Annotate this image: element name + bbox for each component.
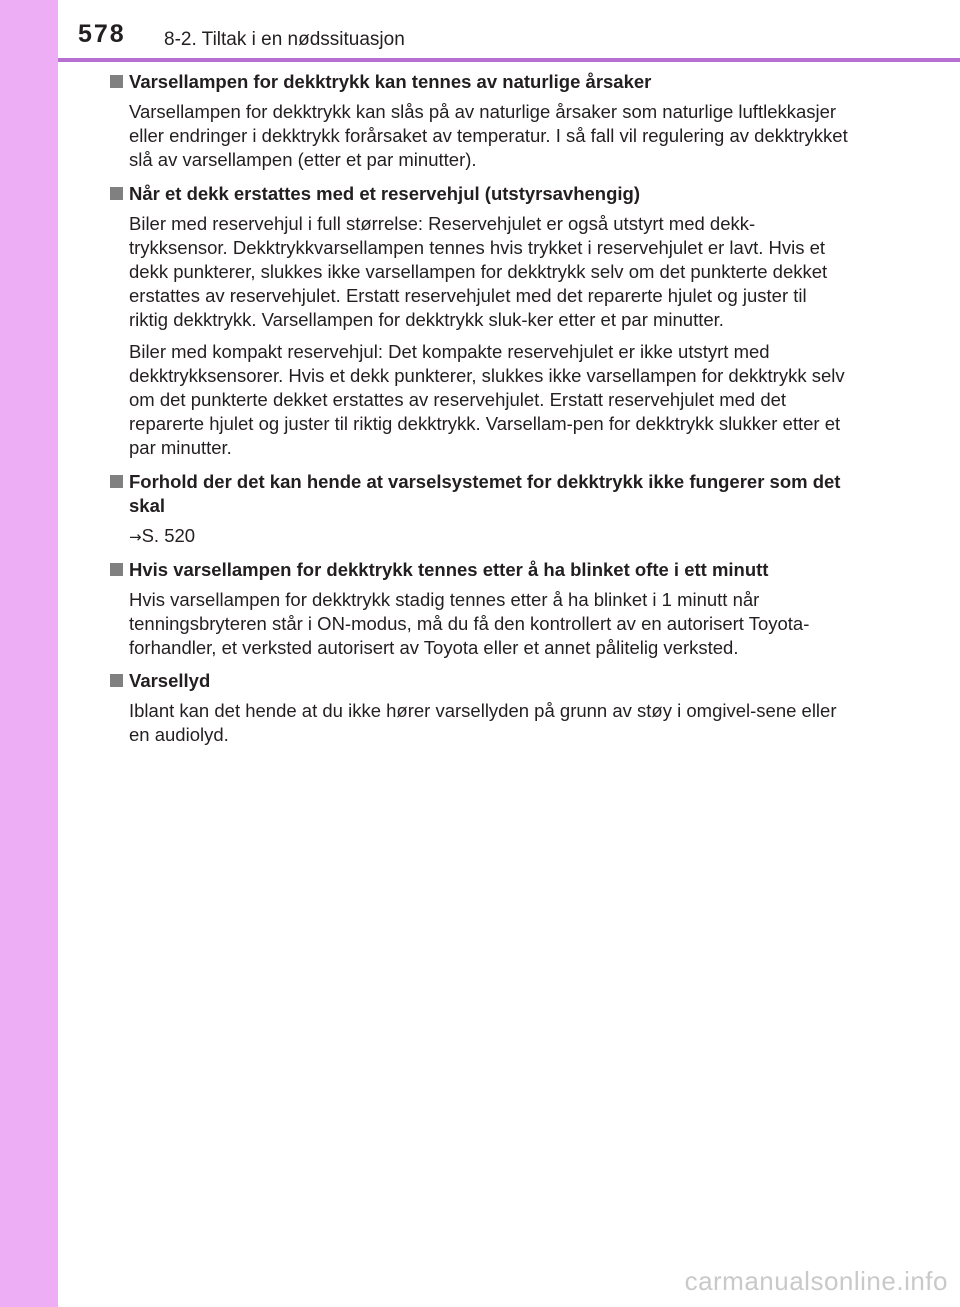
header-divider — [58, 58, 960, 62]
section-blinking-lamp — [108, 558, 848, 661]
square-bullet-icon — [110, 563, 123, 576]
section-warning-sound — [108, 669, 848, 747]
square-bullet-icon — [110, 475, 123, 488]
square-bullet-icon — [110, 187, 123, 200]
section-heading — [108, 182, 848, 206]
watermark: carmanualsonline.info — [684, 1266, 948, 1296]
page-reference — [108, 524, 848, 549]
heading-text: Hvis varsellampen for dekktrykk tennes etter å ha blinket ofte i ett minutt — [129, 558, 769, 580]
section-heading — [108, 470, 848, 518]
arrow-right-icon: → — [129, 527, 142, 546]
heading-text: Når et dekk erstattes med et reservehjul (utstyrsavhengig) — [129, 182, 640, 204]
paragraph: Biler med kompakt reservehjul: Det kompakte reservehjulet er ikke utstyrt med dekktrykksensorer. Hvis et dekk punkterer, slukkes ikke varsellampen for dekktrykk selv om det punkterte dekket erstattes av reservehjulet. Erstatt reservehjulet med det reparerte hjulet og juster til riktig dekktrykk. Varsellam-pen for dekktrykk slukker etter et par minutter. — [129, 340, 845, 459]
section-heading — [108, 669, 848, 693]
heading-text: Forhold der det kan hende at varselsystemet for dekktrykk ikke fungerer som det skal — [129, 470, 841, 516]
section-natural-causes — [108, 70, 848, 173]
section-title: 8-2. Tiltak i en nødssituasjon — [164, 29, 405, 50]
page-content — [108, 70, 848, 757]
heading-text: Varsellampen for dekktrykk kan tennes av naturlige årsaker — [129, 71, 652, 92]
section-spare-wheel — [108, 182, 848, 461]
page-number: 578 — [78, 20, 126, 48]
section-heading — [108, 558, 848, 582]
page-reference-link[interactable]: S. 520 — [141, 524, 196, 546]
side-tab-strip — [0, 0, 58, 1307]
heading-text: Varsellyd — [129, 670, 211, 692]
square-bullet-icon — [110, 75, 123, 88]
paragraph: Biler med reservehjul i full størrelse: Reservehjulet er også utstyrt med dekk-trykksensor. Dekktrykkvarsellampen tennes hvis trykket i reservehjulet er lavt. Hvis et dekk punkterer, slukkes ikke varsellampen for dekktrykk selv om det punkterte dekket erstattes av reservehjulet. Erstatt reservehjulet med det reparerte hjulet og juster til riktig dekktrykk. Varsellampen for dekktrykk sluk-ker etter et par minutter. — [129, 212, 828, 331]
paragraph: Hvis varsellampen for dekktrykk stadig tennes etter å ha blinket i 1 minutt når tenningsbryteren står i ON-modus, må du få den kontrollert av en autorisert Toyota-forhandler, et verksted autorisert av Toyota eller et annet pålitelig verksted. — [129, 588, 810, 659]
square-bullet-icon — [110, 674, 123, 687]
paragraph: Iblant kan det hende at du ikke hører varsellyden på grunn av støy i omgivel-sene eller en audiolyd. — [129, 700, 837, 746]
paragraph: Varsellampen for dekktrykk kan slås på av naturlige årsaker som naturlige luftlekkasjer eller endringer i dekktrykk forårsaket av temperatur. I så fall vil regulering av dekktrykket slå av varsellampen (etter et par minutter). — [129, 101, 848, 171]
section-system-malfunction — [108, 470, 848, 549]
section-heading — [108, 70, 848, 94]
